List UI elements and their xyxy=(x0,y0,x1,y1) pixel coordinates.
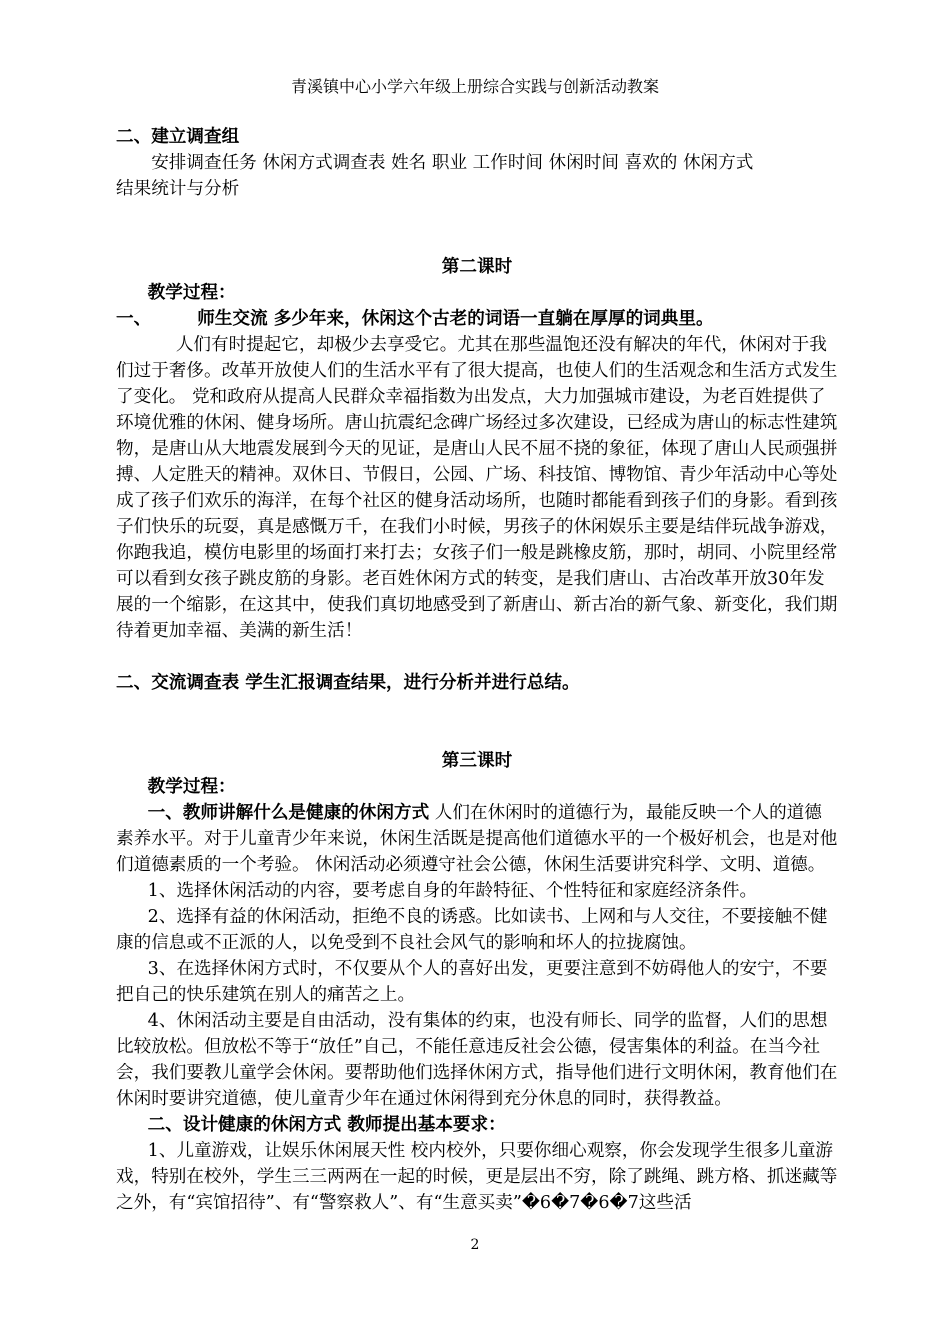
lesson2-part1-number: 一、 xyxy=(116,308,152,329)
survey-result-line: 结果统计与分析 xyxy=(116,179,240,199)
lesson2-title: 第二课时 xyxy=(441,256,513,277)
lesson3-part2-item-1: 1、儿童游戏，让娱乐休闲展天性 校内校外，只要你细心观察，你会发现学生很多儿童游戏，特别在校外，学生三三两两在一起的时候，更是层出不穷，除了跳绳、跳方格、抓迷藏等之外，有“宾馆招待”、有“警察救人”、有“生意买卖”�6�7�6�7这些活 xyxy=(116,1141,838,1213)
lesson2-part2: 二、交流调查表 学生汇报调查结果，进行分析并进行总结。 xyxy=(116,672,580,693)
section-heading-survey-group: 二、建立调查组 xyxy=(116,126,240,147)
lesson3-part2-heading: 二、设计健康的休闲方式 教师提出基本要求： xyxy=(147,1114,506,1135)
lesson2-part1-heading xyxy=(116,306,838,332)
page-header: 青溪镇中心小学六年级上册综合实践与创新活动教案 xyxy=(290,77,659,96)
lesson3-item-2: 2、选择有益的休闲活动，拒绝不良的诱惑。比如读书、上网和与人交往，不要接触不健康的信息或不正派的人，以免受到不良社会风气的影响和坏人的拉拢腐蚀。 xyxy=(116,907,828,953)
lesson2-part1-text: 师生交流 多少年来，休闲这个古老的词语一直躺在厚厚的词典里。 xyxy=(197,308,714,329)
lesson3-part1-heading: 一、教师讲解什么是健康的休闲方式 xyxy=(147,802,430,823)
page-number: 2 xyxy=(470,1237,480,1253)
survey-table-fields: 安排调查任务 休闲方式调查表 姓名 职业 工作时间 休闲时间 喜欢的 休闲方式 xyxy=(151,153,754,173)
lesson3-item-1: 1、选择休闲活动的内容，要考虑自身的年龄特征、个性特征和家庭经济条件。 xyxy=(147,881,758,901)
lesson3-title: 第三课时 xyxy=(441,750,513,771)
lesson3-item-4: 4、休闲活动主要是自由活动，没有集体的约束，也没有师长、同学的监督，人们的思想比较放松。但放松不等于“放任”自己，不能任意违反社会公德，侵害集体的利益。在当今社会，我们要教儿童学会休闲。要帮助他们选择休闲方式，指导他们进行文明休闲，教育他们在休闲时要讲究道德，使儿童青少年在通过休闲得到充分休息的同时，获得教益。 xyxy=(116,1011,838,1109)
lesson3-part1-text: 人们在休闲时的道德行为，最能反映一个人的道德素养水平。对于儿童青少年来说，休闲生活既是提高他们道德水平的一个极好机会，也是对他们道德素质的一个考验。 休闲活动必须遵守社会公德，休闲生活要讲究科学、文明、道德。 xyxy=(116,803,838,875)
lesson3-process-label: 教学过程： xyxy=(147,776,236,797)
lesson3-item-3: 3、在选择休闲方式时，不仅要从个人的喜好出发，更要注意到不妨碍他人的安宁，不要把自己的快乐建筑在别人的痛苦之上。 xyxy=(116,959,828,1005)
lesson2-paragraph: 人们有时提起它，却极少去享受它。尤其在那些温饱还没有解决的年代，休闲对于我们过于奢侈。改革开放使人们的生活水平有了很大提高，也使人们的生活观念和生活方式发生了变化。 党和政府从提高人民群众幸福指数为出发点，大力加强城市建设，为老百姓提供了环境优雅的休闲、健身场所。唐山抗震纪念碑广场经过多次建设，已经成为唐山的标志性建筑物，是唐山从大地震发展到今天的见证，是唐山人民不屈不挠的象征，体现了唐山人民顽强拼搏、人定胜天的精神。双休日、节假日，公园、广场、科技馆、博物馆、青少年活动中心等处成了孩子们欢乐的海洋，在每个社区的健身活动场所，也随时都能看到孩子们的身影。看到孩子们快乐的玩耍，真是感慨万千，在我们小时候，男孩子的休闲娱乐主要是结伴玩战争游戏，你跑我追，模仿电影里的场面打来打去；女孩子们一般是跳橡皮筋，那时，胡同、小院里经常可以看到女孩子跳皮筋的身影。老百姓休闲方式的转变，是我们唐山、古冶改革开放30年发展的一个缩影，在这其中，使我们真切地感受到了新唐山、新古冶的新气象、新变化，我们期待着更加幸福、美满的新生活！ xyxy=(116,335,838,641)
lesson3-part1 xyxy=(116,800,838,878)
lesson2-process-label: 教学过程： xyxy=(147,282,236,303)
document-body xyxy=(116,124,838,1216)
